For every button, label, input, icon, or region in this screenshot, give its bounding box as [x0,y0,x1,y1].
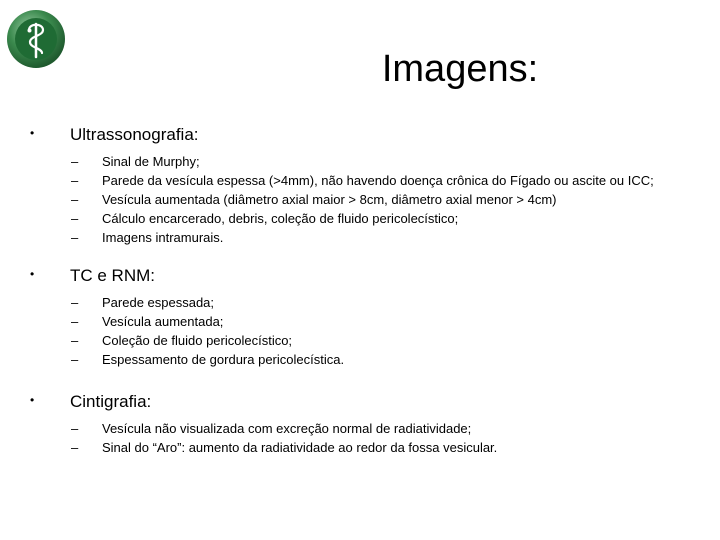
sub-list [30,152,690,247]
list-item: – Parede da vesícula espessa (>4mm), não havendo doença crônica do Fígado ou ascite ou ICC; [71,171,690,190]
list-item: – Coleção de fluido pericolecístico; [71,331,690,350]
list-item: – Vesícula aumentada; [71,312,690,331]
section-heading: Cintigrafia: [70,392,152,411]
bullet-icon: • [30,126,35,140]
list-item: – Sinal de Murphy; [71,152,690,171]
bullet-icon: • [30,393,35,407]
list-item: – Vesícula não visualizada com excreção normal de radiatividade; [71,419,690,438]
slide-content [30,118,690,457]
section-ultrassonografia [30,118,690,247]
list-item: – Sinal do “Aro”: aumento da radiatividade ao redor da fossa vesicular. [71,438,690,457]
list-item: – Cálculo encarcerado, debris, coleção de fluido pericolecístico; [71,209,690,228]
section-cintigrafia [30,385,690,457]
section-heading: TC e RNM: [70,266,155,285]
list-item: – Parede espessada; [71,293,690,312]
sub-list [30,419,690,457]
list-item: – Imagens intramurais. [71,228,690,247]
section-heading: Ultrassonografia: [70,125,199,144]
sub-list [30,293,690,369]
slide-title: Imagens: [381,48,539,90]
section-tc-rnm [30,259,690,369]
list-item: – Espessamento de gordura pericolecística. [71,350,690,369]
list-item: – Vesícula aumentada (diâmetro axial maior > 8cm, diâmetro axial menor > 4cm) [71,190,690,209]
bullet-icon: • [30,267,35,281]
